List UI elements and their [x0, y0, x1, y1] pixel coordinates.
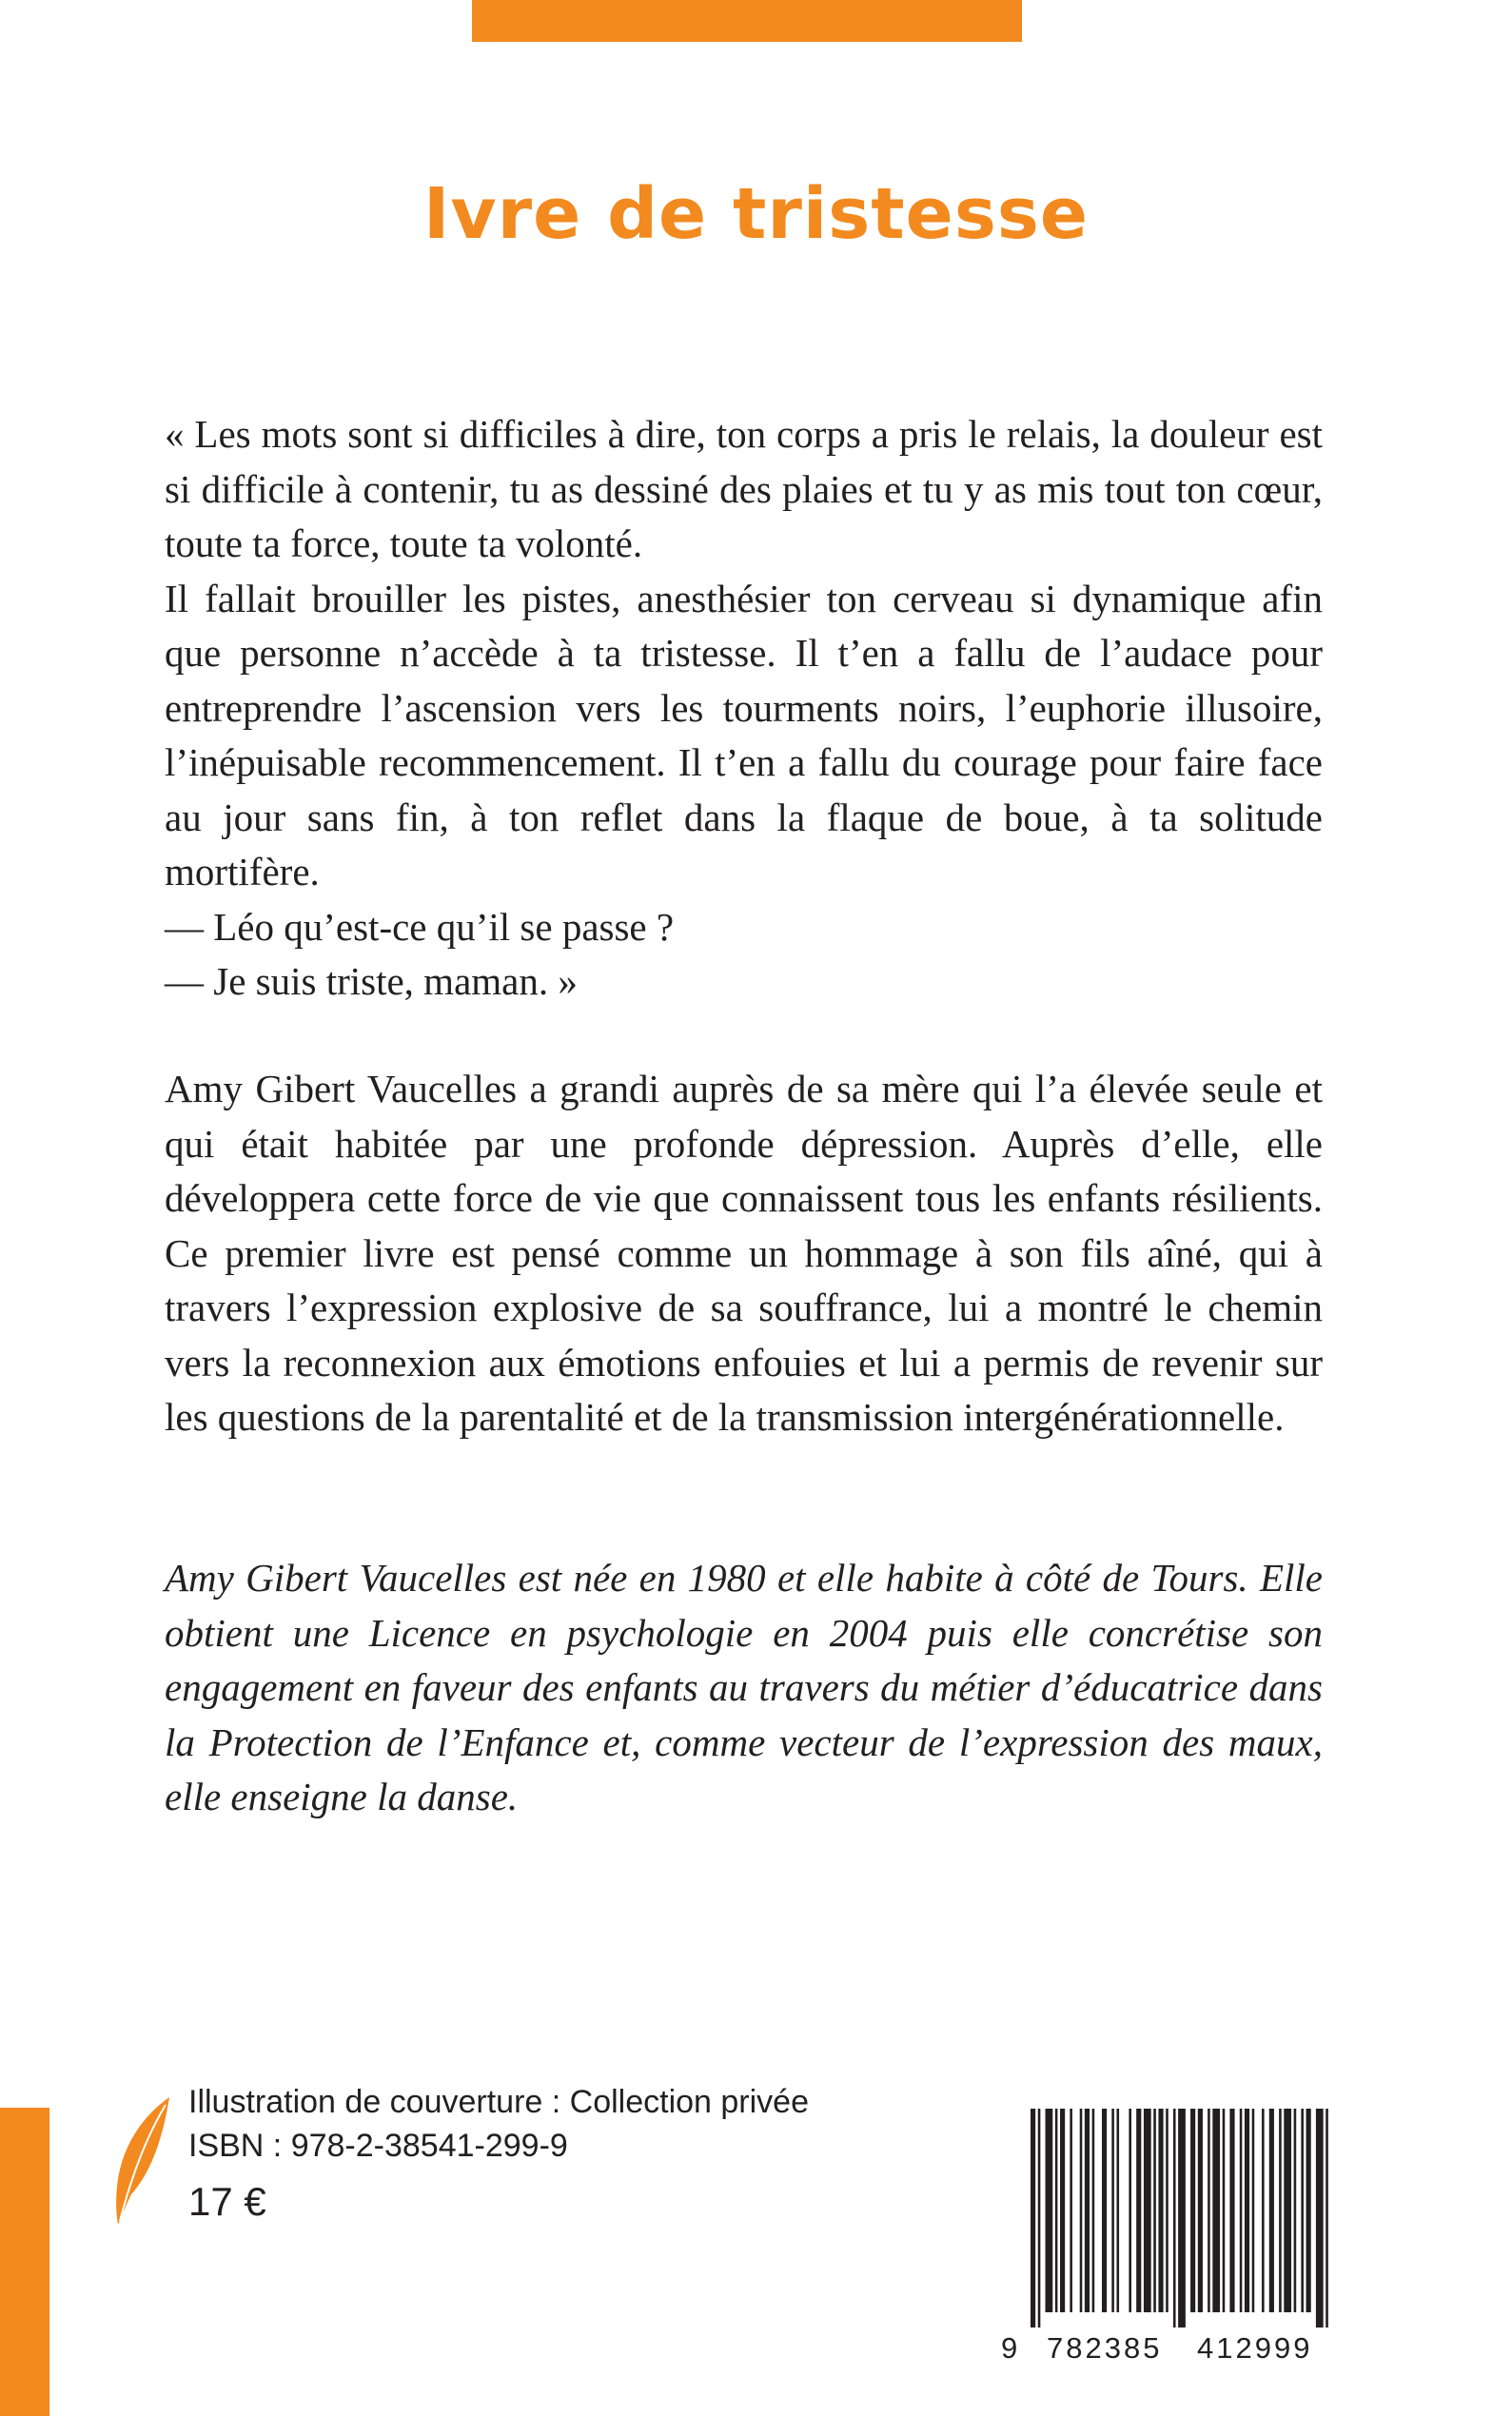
- barcode-bar: [1158, 2109, 1163, 2312]
- barcode-bar: [1046, 2109, 1053, 2312]
- barcode-bar: [1269, 2109, 1274, 2312]
- barcode: [1025, 2109, 1339, 2328]
- feather-icon: [107, 2095, 173, 2229]
- illustration-credit: Illustration de couverture : Collection privée: [188, 2084, 809, 2120]
- barcode-bar: [1178, 2109, 1186, 2328]
- barcode-bar: [1166, 2109, 1168, 2312]
- author-biography: [165, 1062, 1323, 1445]
- barcode-bar: [1284, 2109, 1291, 2312]
- barcode-bar: [1223, 2109, 1226, 2312]
- barcode-bar: [1055, 2109, 1058, 2312]
- top-accent-bar: [472, 0, 1022, 42]
- barcode-bar: [1306, 2109, 1311, 2312]
- barcode-first-digit: 9: [1001, 2331, 1021, 2365]
- author-note-paragraph: Amy Gibert Vaucelles est née en 1980 et elle habite à côté de Tours. Elle obtient une Licence en psychologie en 2004 puis elle concrétise son engagement en faveur des enfants au travers du métier d’éducatrice dans la Protection de l’Enfance et, comme vecteur de l’expression des maux, elle enseigne la danse.: [165, 1556, 1323, 1818]
- quote-paragraph: « Les mots sont si difficiles à dire, ton corps a pris le relais, la douleur est si difficile à contenir, tu as dessiné des plaies et tu y as mis tout ton cœur, toute ta force, toute ta volonté.: [165, 412, 1323, 565]
- barcode-bar: [1111, 2109, 1114, 2312]
- barcode-bar: [1190, 2109, 1195, 2312]
- barcode-left-digits: 782385: [1047, 2331, 1163, 2365]
- bottom-left-accent-bar: [0, 2108, 49, 2416]
- quote-excerpt: [165, 407, 1323, 1010]
- publication-info: [188, 2080, 809, 2229]
- barcode-bar: [1080, 2109, 1083, 2312]
- barcode-bar: [1301, 2109, 1304, 2312]
- barcode-right-digits: 412999: [1197, 2331, 1313, 2365]
- barcode-bar: [1240, 2109, 1243, 2312]
- barcode-bar: [1245, 2109, 1249, 2312]
- isbn-line: ISBN : 978-2-38541-299-9: [188, 2128, 568, 2164]
- barcode-bar: [1038, 2109, 1041, 2328]
- barcode-bar: [1294, 2109, 1297, 2312]
- author-note: [165, 1551, 1323, 1825]
- barcode-bar: [1144, 2109, 1151, 2312]
- quote-paragraph: Il fallait brouiller les pistes, anesthésier ton cerveau si dynamique afin que personne n’accède à ta tristesse. Il t’en a fallu de l’audace pour entreprendre l’ascension vers les tourments noirs, l’euphorie illusoire, l’inépuisable recommencement. Il t’en a fallu du courage pour faire face au jour sans fin, à ton reflet dans la flaque de boue, à ta solitude mortifère.: [165, 576, 1323, 894]
- quote-dialogue-line: — Je suis triste, maman. »: [165, 959, 578, 1003]
- barcode-bar: [1129, 2109, 1131, 2312]
- barcode-bar: [1212, 2109, 1220, 2312]
- barcode-bar: [1279, 2109, 1282, 2312]
- barcode-bar: [1229, 2109, 1234, 2312]
- barcode-bar: [1085, 2109, 1090, 2312]
- barcode-bar: [1116, 2109, 1119, 2312]
- book-title: Ivre de tristesse: [422, 173, 1090, 255]
- barcode-bar: [1208, 2109, 1210, 2312]
- barcode-bar: [1173, 2109, 1176, 2328]
- barcode-bar: [1316, 2109, 1324, 2328]
- barcode-bar: [1136, 2109, 1141, 2312]
- barcode-bar: [1031, 2109, 1035, 2328]
- barcode-bar: [1262, 2109, 1265, 2312]
- biography-paragraph: Amy Gibert Vaucelles a grandi auprès de sa mère qui l’a élevée seule et qui était habitée par une profonde dépression. Auprès d’elle, elle développera cette force de vie que connaissent tous les enfants résilients. Ce premier livre est pensé comme un hommage à son fils aîné, qui à travers l’expression explosive de sa souffrance, lui a montré le chemin vers la reconnexion aux émotions enfouies et lui a permis de revenir sur les questions de la parentalité et de la transmission intergénérationnelle.: [165, 1067, 1323, 1439]
- barcode-bar: [1070, 2109, 1072, 2312]
- quote-dialogue-line: — Léo qu’est-ce qu’il se passe ?: [165, 904, 675, 949]
- barcode-bar: [1252, 2109, 1255, 2312]
- barcode-bar: [1325, 2109, 1328, 2328]
- barcode-bar: [1153, 2109, 1156, 2312]
- barcode-bar: [1102, 2109, 1107, 2312]
- barcode-bar: [1198, 2109, 1203, 2312]
- price: 17 €: [188, 2179, 266, 2224]
- barcode-bar: [1060, 2109, 1065, 2312]
- barcode-bar: [1092, 2109, 1095, 2312]
